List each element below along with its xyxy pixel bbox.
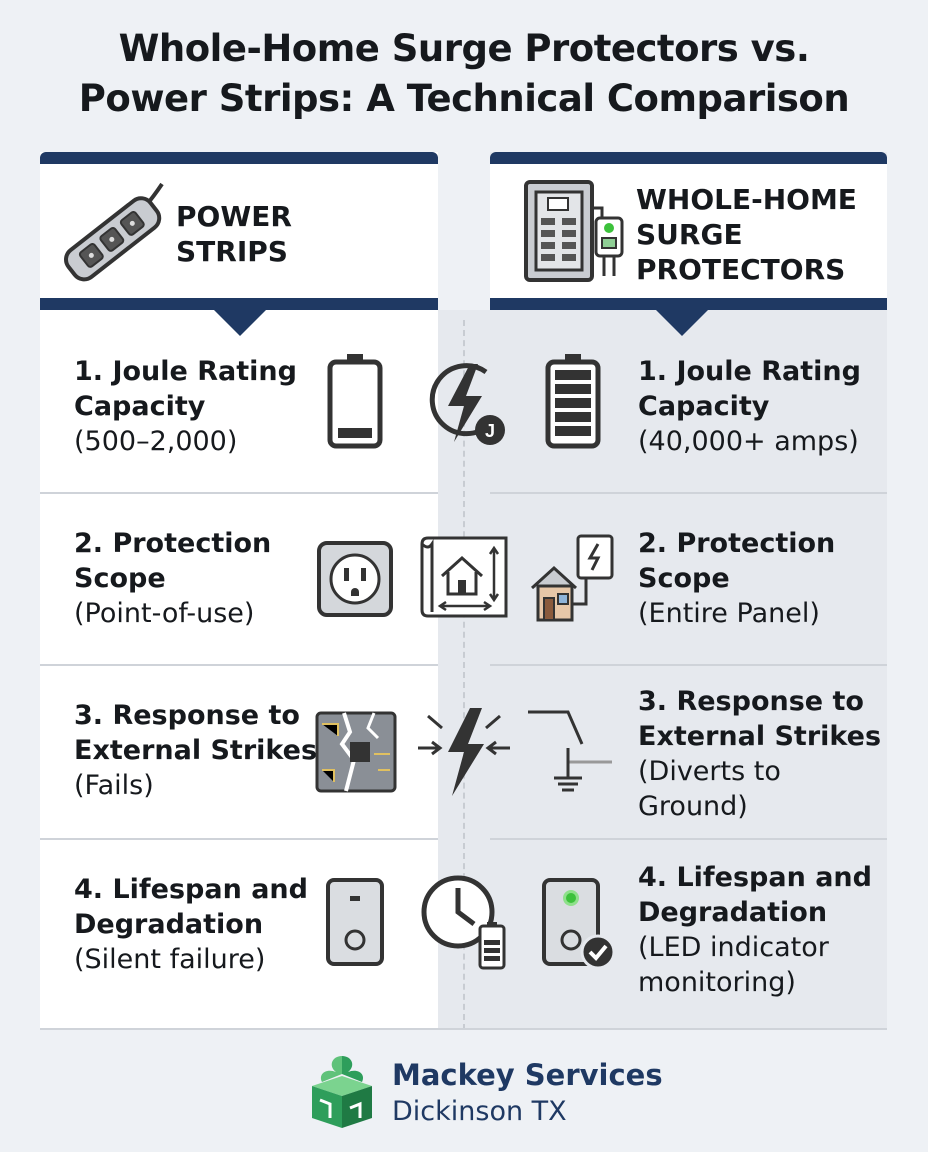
title-line-1: Whole-Home Surge Protectors vs. (118, 27, 810, 70)
row-separator (40, 838, 438, 840)
company-name: Mackey Services (392, 1058, 663, 1092)
company-logo-icon (306, 1052, 378, 1130)
outlet-icon (316, 540, 394, 618)
breaker-panel-icon (522, 178, 626, 286)
power-strips-title: POWER STRIPS (176, 200, 292, 268)
row2-right-text: 2. Protection Scope (Entire Panel) (638, 528, 836, 629)
row-separator (40, 664, 438, 666)
device-led-check-icon (540, 876, 618, 972)
row4-right-text: 4. Lifespan and Degradation (LED indicator monitoring) (638, 862, 872, 998)
row3-right-text: 3. Response to External Strikes (Diverts to Ground) (638, 686, 882, 822)
row2-left-text: 2. Protection Scope (Point-of-use) (74, 528, 272, 629)
row-separator (490, 492, 887, 494)
company-location: Dickinson TX (392, 1096, 567, 1127)
battery-low-icon (326, 352, 384, 450)
lightning-strike-icon (414, 704, 514, 800)
row1-left-text: 1. Joule Rating Capacity (500–2,000) (74, 356, 297, 457)
row-separator (490, 838, 887, 840)
row3-left-text: 3. Response to External Strikes (Fails) (74, 700, 318, 801)
power-strip-icon (56, 178, 168, 288)
lightning-joule-icon (424, 358, 510, 450)
right-header-pointer (656, 310, 708, 336)
row1-right-text: 1. Joule Rating Capacity (40,000+ amps) (638, 356, 861, 457)
device-off-icon (324, 876, 386, 968)
row-separator (40, 492, 438, 494)
battery-full-icon (544, 352, 602, 450)
title-line-2: Power Strips: A Technical Comparison (78, 77, 850, 120)
house-blueprint-icon (418, 534, 510, 622)
damaged-circuit-icon (314, 710, 398, 794)
house-panel-icon (528, 532, 616, 624)
company-footer (306, 1052, 663, 1132)
row4-left-text: 4. Lifespan and Degradation (Silent failure) (74, 874, 308, 975)
bottom-separator (40, 1028, 887, 1030)
clock-battery-icon (418, 872, 510, 972)
row-separator (490, 664, 887, 666)
ground-switch-icon (524, 704, 616, 800)
joule-badge-letter: J (484, 421, 496, 441)
left-header-pointer (214, 310, 266, 336)
page-title (0, 24, 928, 124)
whole-home-title: WHOLE-HOME SURGE PROTECTORS (636, 183, 857, 286)
